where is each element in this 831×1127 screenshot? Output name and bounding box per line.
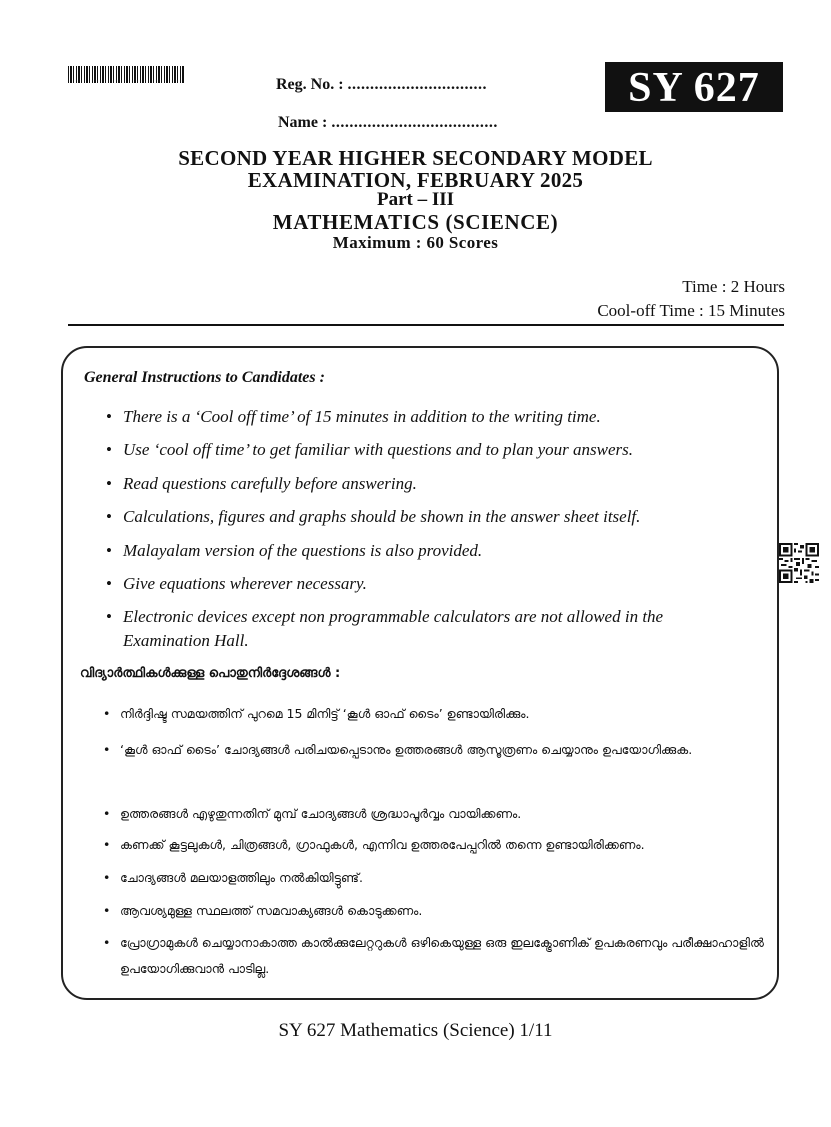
exam-title-line1: SECOND YEAR HIGHER SECONDARY MODEL — [178, 146, 653, 170]
list-item: • ആവശ്യമുള്ള സ്ഥലത്ത് സമവാക്യങ്ങൾ കൊടുക്കണം. — [103, 898, 779, 930]
list-item: • Use ‘cool off time’ to get familiar with questions and to plan your answers. — [106, 438, 736, 462]
instructions-list-en — [106, 405, 736, 663]
bullet-icon: • — [103, 706, 111, 721]
paper-code: SY 627 — [605, 62, 783, 112]
qr-code-icon — [779, 543, 819, 583]
bullet-icon: • — [106, 440, 112, 460]
max-scores: Maximum : 60 Scores — [332, 233, 499, 252]
list-item: • ‘കൂൾ ഓഫ് ടൈം’ ചോദ്യങ്ങൾ പരിചയപ്പെടാനും ഉത്തരങ്ങൾ ആസൂത്രണം ചെയ്യാനും ഉപയോഗിക്കുക. — [103, 737, 779, 801]
time-allowed: Time : 2 Hours — [682, 277, 785, 296]
name-label: Name : — [278, 114, 328, 131]
list-item: • Read questions carefully before answering. — [106, 472, 736, 496]
bullet-icon: • — [106, 507, 112, 527]
bullet-icon: • — [103, 837, 111, 852]
list-item: • ചോദ്യങ്ങൾ മലയാളത്തിലും നൽകിയിട്ടുണ്ട്. — [103, 865, 779, 898]
exam-title-line2: EXAMINATION, FEBRUARY 2025 — [247, 168, 584, 192]
divider — [68, 324, 784, 326]
bullet-icon: • — [106, 473, 112, 493]
list-item: • പ്രോഗ്രാമുകൾ ചെയ്യാനാകാത്ത കാൽക്കുലേറ്ററുകൾ ഒഴികെയുള്ള ഒരു ഇലക്ട്രോണിക് ഉപകരണവും പരീക്ഷാഹാളിൽ ഉപയോഗിക്കുവാൻ പാടില്ല. — [103, 930, 779, 988]
bullet-icon: • — [103, 870, 111, 885]
list-item: • Calculations, figures and graphs should be shown in the answer sheet itself. — [106, 505, 736, 529]
list-item: • Electronic devices except non programmable calculators are not allowed in the Examination Hall. — [106, 607, 664, 651]
name-dots: ..................................... — [331, 114, 498, 131]
reg-no-field — [276, 76, 487, 94]
list-item: • Give equations wherever necessary. — [106, 572, 736, 596]
instructions-title-ml: വിദ്യാർത്ഥികൾക്കുള്ള പൊതുനിർദ്ദേശങ്ങൾ : — [80, 666, 341, 681]
name-field — [278, 114, 498, 132]
bullet-icon: • — [103, 935, 111, 950]
exam-subject: MATHEMATICS (SCIENCE) — [272, 210, 559, 234]
bullet-icon: • — [106, 407, 112, 426]
reg-no-label: Reg. No. : — [276, 76, 344, 93]
bullet-icon: • — [103, 806, 111, 821]
bullet-icon: • — [106, 573, 112, 593]
bullet-icon: • — [103, 903, 111, 918]
list-item: • കണക്ക് കൂട്ടലുകൾ, ചിത്രങ്ങൾ, ഗ്രാഫുകൾ, എന്നിവ ഉത്തരപേപ്പറിൽ തന്നെ ഉണ്ടായിരിക്കണം. — [103, 832, 779, 865]
exam-part: Part – III — [376, 189, 455, 210]
list-item: • ഉത്തരങ്ങൾ എഴുതുന്നതിന് മുമ്പ് ചോദ്യങ്ങൾ ശ്രദ്ധാപൂർവ്വം വായിക്കണം. — [103, 801, 779, 832]
bullet-icon: • — [103, 742, 111, 757]
cool-off-time: Cool-off Time : 15 Minutes — [597, 301, 785, 320]
list-item: • നിർദ്ദിഷ്ട സമയത്തിന് പുറമെ 15 മിനിട്ട് ‘കൂൾ ഓഫ് ടൈം’ ഉണ്ടായിരിക്കും. — [103, 701, 779, 737]
barcode — [68, 66, 184, 83]
page-footer: SY 627 Mathematics (Science) 1/11 — [278, 1020, 553, 1041]
reg-no-dots: ............................... — [347, 76, 488, 93]
bullet-icon: • — [106, 540, 112, 560]
bullet-icon: • — [106, 607, 112, 627]
list-item: • Malayalam version of the questions is also provided. — [106, 539, 736, 563]
instructions-list-ml — [103, 701, 779, 988]
list-item: • There is a ‘Cool off time’ of 15 minutes in addition to the writing time. — [106, 405, 736, 429]
instructions-title-en: General Instructions to Candidates : — [84, 369, 325, 386]
